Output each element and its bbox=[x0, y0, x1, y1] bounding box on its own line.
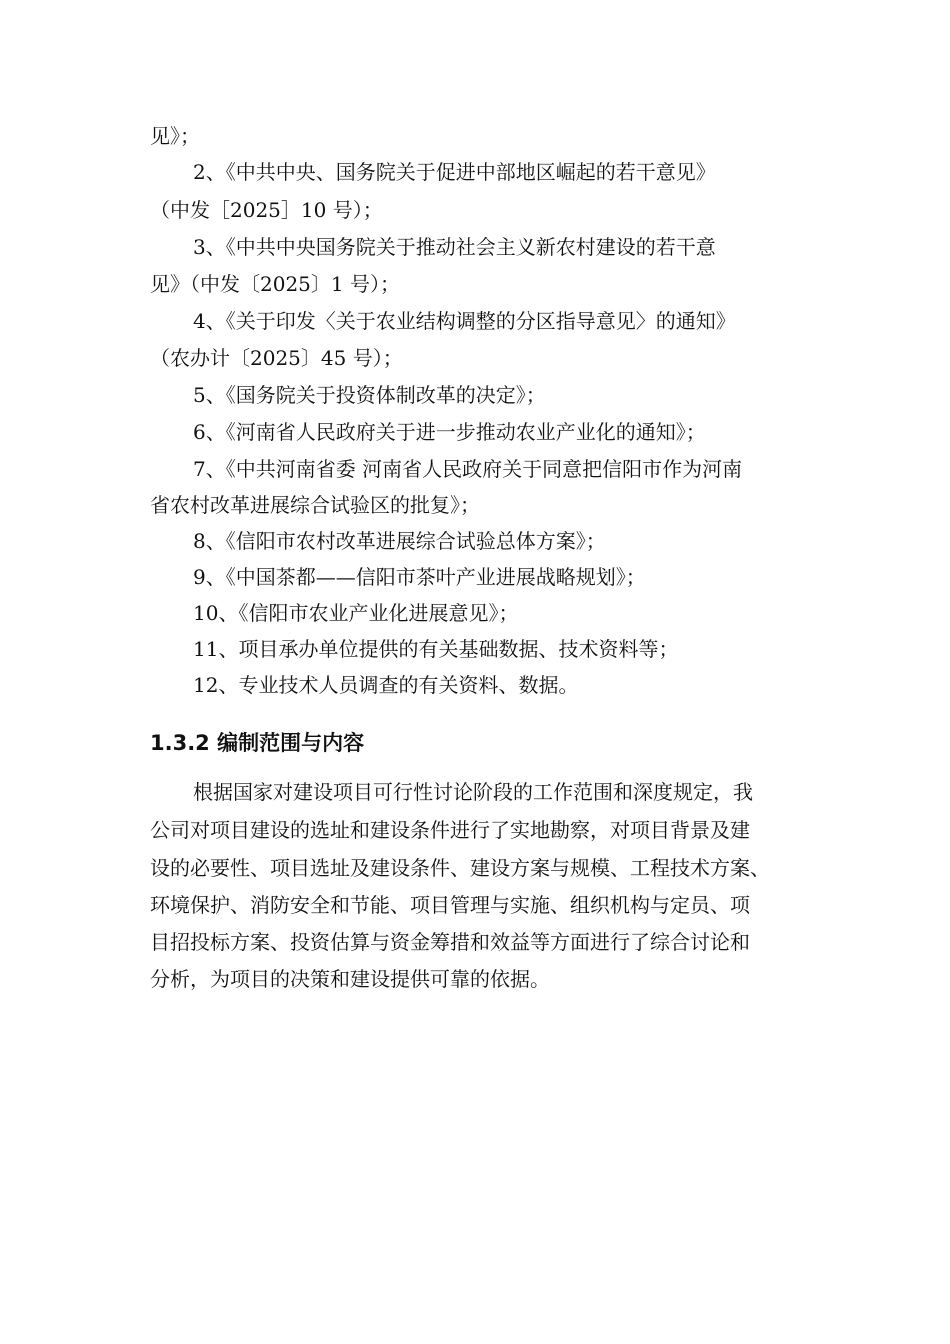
reference-item-3-line-2: 见》（中发〔2025〕1 号）； bbox=[150, 272, 400, 296]
reference-item-11: 11、项目承办单位提供的有关基础数据、技术资料等； bbox=[193, 637, 679, 661]
reference-item-4-line-1: 4、《关于印发〈关于农业结构调整的分区指导意见〉的通知》 bbox=[193, 309, 736, 333]
reference-item-2-line-2: （中发［2025］10 号）； bbox=[150, 198, 383, 222]
reference-item-9: 9、《中国茶都——信阳市茶叶产业进展战略规划》； bbox=[193, 565, 646, 589]
section-heading: 1.3.2 编制范围与内容 bbox=[150, 731, 365, 755]
section-paragraph-line-5: 目招投标方案、投资估算与资金筹措和效益等方面进行了综合讨论和 bbox=[150, 930, 750, 954]
section-paragraph-line-3: 设的必要性、项目选址及建设条件、建设方案与规模、工程技术方案、 bbox=[150, 856, 770, 880]
reference-item-2-line-1: 2、《中共中央、国务院关于促进中部地区崛起的若干意见》 bbox=[193, 160, 716, 184]
reference-item-6: 6、《河南省人民政府关于进一步推动农业产业化的通知》； bbox=[193, 420, 706, 444]
section-paragraph-line-6: 分析，为项目的决策和建设提供可靠的依据。 bbox=[150, 967, 550, 991]
reference-item-4-line-2: （农办计〔2025〕45 号）； bbox=[150, 346, 403, 370]
reference-item-12: 12、专业技术人员调查的有关资料、数据。 bbox=[193, 673, 579, 697]
reference-item-7-line-2: 省农村改革进展综合试验区的批复》； bbox=[150, 493, 480, 517]
reference-item-5: 5、《国务院关于投资体制改革的决定》； bbox=[193, 383, 546, 407]
reference-continuation: 见》； bbox=[150, 124, 200, 148]
section-paragraph-line-1: 根据国家对建设项目可行性讨论阶段的工作范围和深度规定，我 bbox=[193, 780, 753, 804]
reference-item-10: 10、《信阳市农业产业化进展意见》； bbox=[193, 601, 519, 625]
section-paragraph-line-4: 环境保护、消防安全和节能、项目管理与实施、组织机构与定员、项 bbox=[150, 893, 750, 917]
section-paragraph-line-2: 公司对项目建设的选址和建设条件进行了实地勘察，对项目背景及建 bbox=[150, 818, 750, 842]
reference-item-3-line-1: 3、《中共中央国务院关于推动社会主义新农村建设的若干意 bbox=[193, 235, 716, 259]
reference-item-7-line-1: 7、《中共河南省委 河南省人民政府关于同意把信阳市作为河南 bbox=[193, 457, 743, 481]
reference-item-8: 8、《信阳市农村改革进展综合试验总体方案》； bbox=[193, 529, 606, 553]
